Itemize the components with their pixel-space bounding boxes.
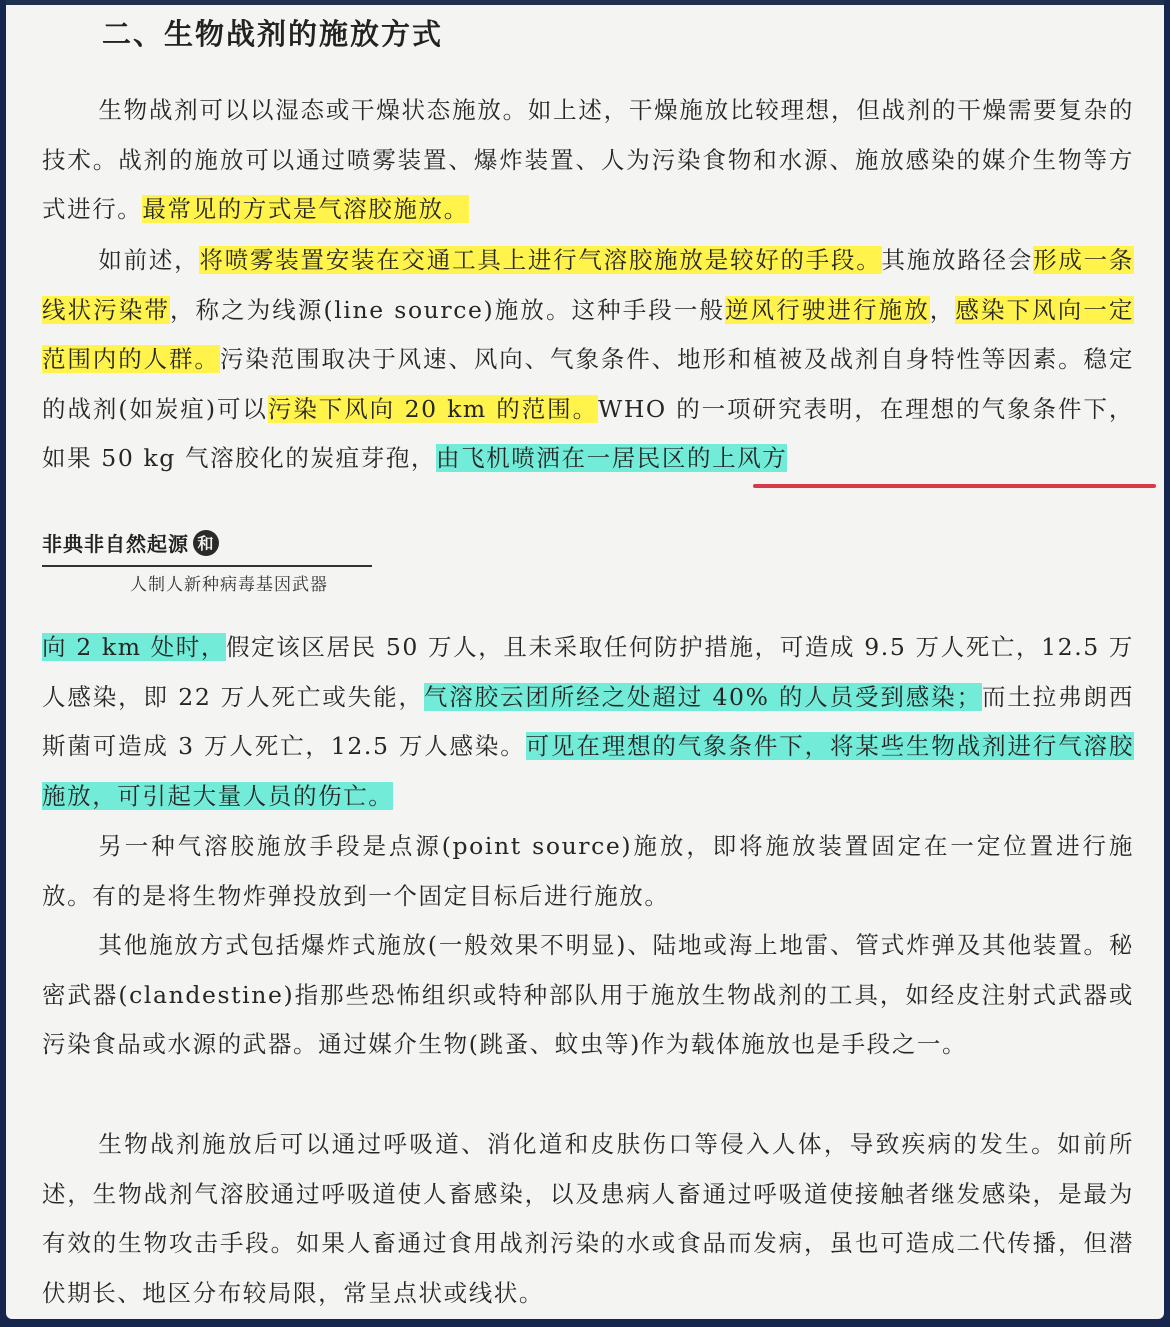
running-head-text: 非典非自然起源	[42, 532, 189, 556]
p2-text-e: ，称之为线源(line source)施放。这种手段一般	[169, 295, 726, 324]
p2-highlight-l: 由飞机喷洒在一居民区的上风方	[436, 444, 788, 472]
running-head-rule	[42, 565, 372, 567]
p2-highlight-d: 形成一条线状污染带	[42, 246, 1134, 324]
p3-text-d: 而土拉弗朗西斯菌可造成 3 万人死亡，12.5 万人感染。	[42, 682, 1134, 760]
p2-text-g: ，	[929, 295, 956, 324]
p2-highlight-j: 污染下风向 20 km 的范围。	[267, 394, 599, 423]
p2-text-c: 其施放路径会	[881, 246, 1034, 274]
p1-highlight: 最常见的方式是气溶胶施放。	[142, 195, 469, 223]
p3-text-b: 假定该区居民 50 万人，且未采取任何防护措施，可造成 9.5 万人死亡，12.5 万人感染，即 22 万人死亡或失能，	[42, 633, 1135, 711]
p2-highlight-f: 逆风行驶进行施放	[725, 295, 930, 324]
paragraph-2	[42, 236, 1134, 484]
p2-text-i: 污染范围取决于风速、风向、气象条件、地形和植被及战剂自身特性等因素。稳定的战剂(如炭疽)可以	[42, 345, 1134, 423]
running-head-subtitle: 人制人新种病毒基因武器	[130, 575, 328, 595]
red-underline	[753, 484, 1156, 488]
p3-highlight-a: 向 2 km 处时，	[42, 633, 227, 661]
p2-highlight-b: 将喷雾装置安装在交通工具上进行气溶胶施放是较好的手段。	[199, 246, 882, 274]
running-head-title	[42, 528, 219, 557]
top-edge	[6, 0, 1164, 5]
p2-highlight-h: 感染下风向一定范围内的人群。	[42, 295, 1135, 373]
p3-highlight-c: 气溶胶云团所经之处超过 40% 的人员受到感染；	[423, 682, 982, 711]
paragraph-5: 其他施放方式包括爆炸式施放(一般效果不明显)、陆地或海上地雷、管式炸弹及其他装置。秘密武器(clandestine)指那些恐怖组织或特种部队用于施放生物战剂的工具，如经皮注射式武器或污染食品或水源的武器。通过媒介生物(跳蚤、蚊虫等)作为载体施放也是手段之一。	[42, 931, 1134, 1058]
circle-badge-icon: 和	[193, 530, 219, 556]
section-heading: 二、生物战剂的施放方式	[102, 17, 444, 51]
p2-text-k: WHO 的一项研究表明，在理想的气象条件下，如果 50 kg 气溶胶化的炭疽芽孢，	[42, 394, 1135, 472]
p1-text: 生物战剂可以以湿态或干燥状态施放。如上述，干燥施放比较理想，但战剂的干燥需要复杂的技术。战剂的施放可以通过喷雾装置、爆炸装置、人为污染食物和水源、施放感染的媒介生物等方式进行。	[42, 96, 1134, 223]
paragraph-4: 另一种气溶胶施放手段是点源(point source)施放，即将施放装置固定在一定位置进行施放。有的是将生物炸弹投放到一个固定目标后进行施放。	[42, 832, 1134, 910]
book-page	[6, 0, 1164, 1319]
paragraph-1	[42, 86, 1134, 235]
p3-highlight-e: 可见在理想的气象条件下，将某些生物战剂进行气溶胶施放，可引起大量人员的伤亡。	[42, 732, 1134, 810]
paragraph-3	[42, 623, 1134, 821]
paragraph-6: 生物战剂施放后可以通过呼吸道、消化道和皮肤伤口等侵入人体，导致疾病的发生。如前所述，生物战剂气溶胶通过呼吸道使人畜感染，以及患病人畜通过呼吸道使接触者继发感染，是最为有效的生物攻击手段。如果人畜通过食用战剂污染的水或食品而发病，虽也可造成二代传播，但潜伏期长、地区分布较局限，常呈点状或线状。	[42, 1130, 1134, 1307]
p2-text-a: 如前述，	[98, 246, 200, 274]
